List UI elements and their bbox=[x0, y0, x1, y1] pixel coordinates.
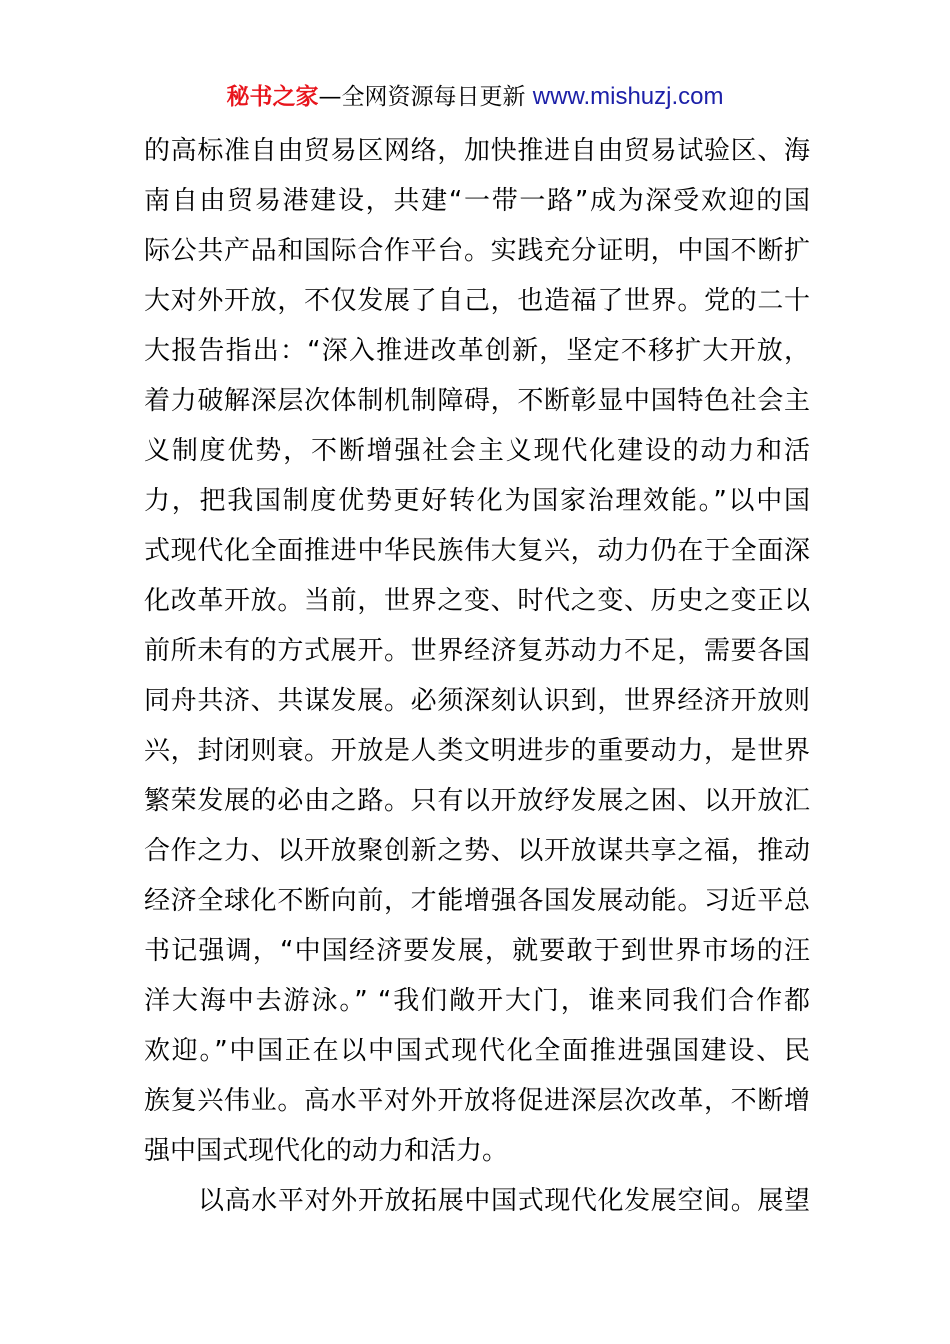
text-line: 义制度优势，不断增强社会主义现代化建设的动力和活 bbox=[144, 436, 810, 466]
text-line: 力，把我国制度优势更好转化为国家治理效能。”以中国 bbox=[144, 486, 810, 516]
article-body bbox=[144, 126, 810, 1226]
text-line: 大报告指出：“深入推进改革创新，坚定不移扩大开放， bbox=[144, 336, 810, 366]
text-line: 合作之力、以开放聚创新之势、以开放谋共享之福，推动 bbox=[144, 836, 810, 866]
site-brand: 秘书之家 bbox=[226, 84, 319, 110]
text-line: 洋大海中去游泳。” “我们敞开大门，谁来同我们合作都 bbox=[144, 986, 810, 1016]
paragraph-1 bbox=[144, 126, 810, 1176]
paragraph-2 bbox=[144, 1176, 810, 1226]
text-line: 族复兴伟业。高水平对外开放将促进深层次改革，不断增 bbox=[144, 1086, 810, 1116]
text-line: 的高标准自由贸易区网络，加快推进自由贸易试验区、海 bbox=[144, 136, 810, 166]
text-line: 繁荣发展的必由之路。只有以开放纾发展之困、以开放汇 bbox=[144, 786, 810, 816]
page-header bbox=[0, 80, 950, 114]
text-line: 兴，封闭则衰。开放是人类文明进步的重要动力，是世界 bbox=[144, 736, 810, 766]
text-line: 化改革开放。当前，世界之变、时代之变、历史之变正以 bbox=[144, 586, 810, 616]
text-line: 经济全球化不断向前，才能增强各国发展动能。习近平总 bbox=[144, 886, 810, 916]
site-tagline: —全网资源每日更新 bbox=[318, 84, 526, 110]
text-line: 书记强调，“中国经济要发展，就要敢于到世界市场的汪 bbox=[144, 936, 810, 966]
text-line: 前所未有的方式展开。世界经济复苏动力不足，需要各国 bbox=[144, 636, 810, 666]
text-line: 欢迎。”中国正在以中国式现代化全面推进强国建设、民 bbox=[144, 1036, 810, 1066]
text-line: 着力破解深层次体制机制障碍，不断彰显中国特色社会主 bbox=[144, 386, 810, 416]
text-line: 强中国式现代化的动力和活力。 bbox=[144, 1136, 509, 1166]
text-line: 同舟共济、共谋发展。必须深刻认识到，世界经济开放则 bbox=[144, 686, 810, 716]
site-url-link[interactable]: www.mishuzj.com bbox=[532, 83, 724, 110]
text-line: 南自由贸易港建设，共建“一带一路”成为深受欢迎的国 bbox=[144, 186, 810, 216]
text-line: 式现代化全面推进中华民族伟大复兴，动力仍在于全面深 bbox=[144, 536, 810, 566]
text-line: 以高水平对外开放拓展中国式现代化发展空间。展望 bbox=[198, 1186, 810, 1216]
text-line: 际公共产品和国际合作平台。实践充分证明，中国不断扩 bbox=[144, 236, 810, 266]
text-line: 大对外开放，不仅发展了自己，也造福了世界。党的二十 bbox=[144, 286, 810, 316]
